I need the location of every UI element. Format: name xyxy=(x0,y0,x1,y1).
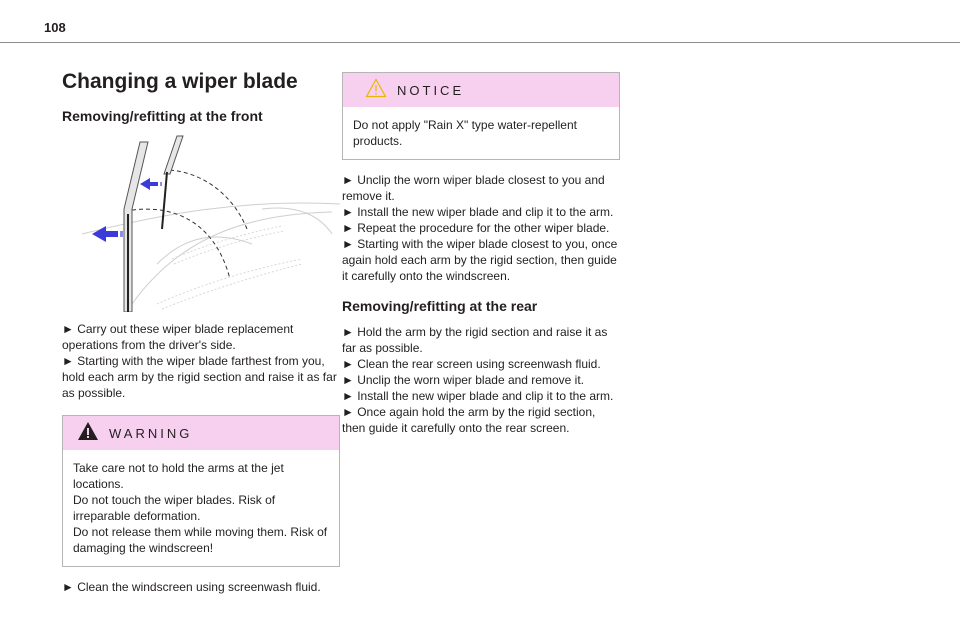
warning-header xyxy=(63,416,339,450)
step-text: ► Starting with the wiper blade closest to you, once again hold each arm by the rigid section, then guide it carefully onto the windscreen. xyxy=(342,237,618,283)
rear-steps xyxy=(342,324,620,436)
warning-box xyxy=(62,415,340,567)
front-steps-c xyxy=(342,172,620,284)
notice-triangle-icon xyxy=(365,78,387,103)
warning-body xyxy=(63,450,339,566)
step-text: ► Carry out these wiper blade replacement operations from the driver's side. xyxy=(62,322,294,352)
step-text: ► Clean the rear screen using screenwash fluid. xyxy=(342,357,601,371)
header-divider xyxy=(0,42,960,43)
warning-line: Do not touch the wiper blades. Risk of irreparable deformation. xyxy=(73,493,276,523)
notice-header xyxy=(343,73,619,107)
left-column xyxy=(62,70,340,595)
front-heading: Removing/refitting at the front xyxy=(62,108,263,124)
warning-title: WARNING xyxy=(109,425,193,441)
notice-title: NOTICE xyxy=(397,82,465,98)
step-text: ► Unclip the worn wiper blade closest to you and remove it. xyxy=(342,173,605,203)
front-steps-a xyxy=(62,321,340,401)
notice-box xyxy=(342,72,620,160)
step-text: ► Hold the arm by the rigid section and raise it as far as possible. xyxy=(342,325,608,355)
wiper-illustration xyxy=(62,134,340,312)
page-number: 108 xyxy=(44,20,66,35)
right-column xyxy=(342,72,620,436)
warning-triangle-icon xyxy=(77,421,99,446)
warning-line: Take care not to hold the arms at the jet locations. xyxy=(73,461,284,491)
step-text: ► Once again hold the arm by the rigid section, then guide it carefully onto the rear screen. xyxy=(342,405,596,435)
step-text: ► Repeat the procedure for the other wiper blade. xyxy=(342,221,610,235)
notice-body: Do not apply "Rain X" type water-repellent products. xyxy=(353,118,577,148)
page-title: Changing a wiper blade xyxy=(62,70,298,93)
step-text: ► Unclip the worn wiper blade and remove it. xyxy=(342,373,584,387)
rear-heading: Removing/refitting at the rear xyxy=(342,298,538,314)
step-text: ► Clean the windscreen using screenwash fluid. xyxy=(62,580,321,594)
warning-line: Do not release them while moving them. Risk of damaging the windscreen! xyxy=(73,525,328,555)
step-text: ► Starting with the wiper blade farthest from you, hold each arm by the rigid section and raise it as far as possible. xyxy=(62,354,337,400)
front-steps-b xyxy=(62,579,340,595)
step-text: ► Install the new wiper blade and clip it to the arm. xyxy=(342,389,614,403)
step-text: ► Install the new wiper blade and clip it to the arm. xyxy=(342,205,614,219)
